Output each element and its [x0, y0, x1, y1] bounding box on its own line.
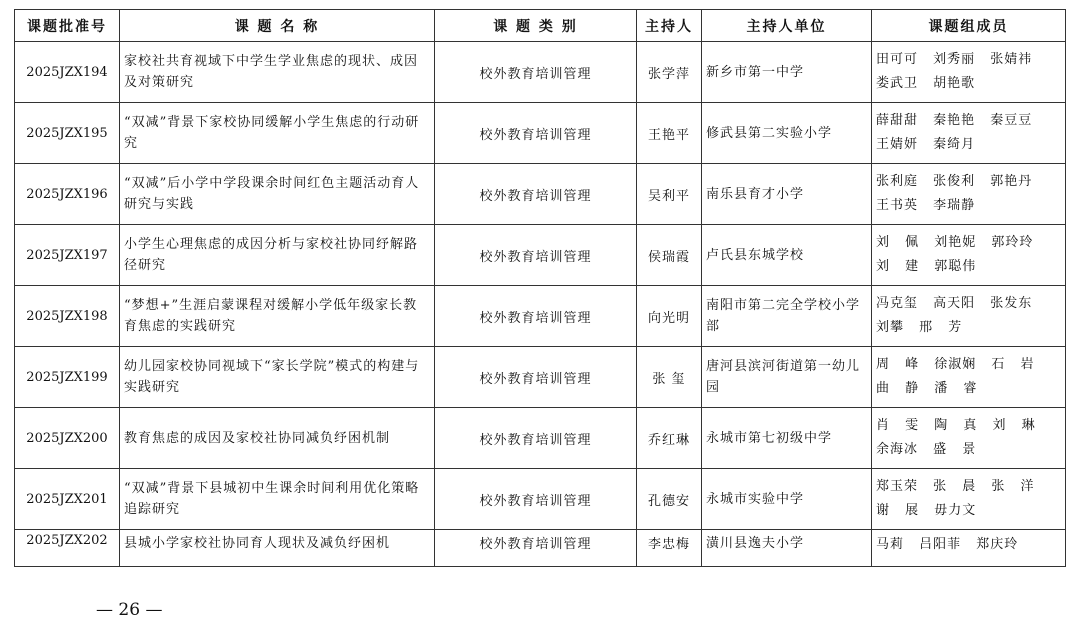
cell-title: “梦想+”生涯启蒙课程对缓解小学低年级家长教育焦虑的实践研究	[120, 286, 435, 347]
members-line: 冯克玺 高天阳 张发东	[876, 296, 1033, 311]
cell-members	[872, 469, 1066, 530]
members-line: 曲 静 潘 睿	[876, 381, 978, 396]
cell-unit: 永城市第七初级中学	[702, 408, 872, 469]
table-row	[15, 347, 1066, 408]
cell-id: 2025JZX194	[15, 42, 120, 103]
members-line: 谢 展 毋力文	[876, 503, 977, 518]
cell-type: 校外教育培训管理	[435, 347, 637, 408]
table-row	[15, 286, 1066, 347]
cell-type: 校外教育培训管理	[435, 42, 637, 103]
table-row	[15, 42, 1066, 103]
members-line: 娄武卫 胡艳歌	[876, 76, 976, 91]
cell-title: “双减”后小学中学段课余时间红色主题活动育人研究与实践	[120, 164, 435, 225]
cell-type: 校外教育培训管理	[435, 286, 637, 347]
cell-host: 张 玺	[637, 347, 702, 408]
table-row	[15, 225, 1066, 286]
cell-host: 孔德安	[637, 469, 702, 530]
cell-unit: 永城市实验中学	[702, 469, 872, 530]
cell-title: 教育焦虑的成因及家校社协同减负纾困机制	[120, 408, 435, 469]
cell-type: 校外教育培训管理	[435, 164, 637, 225]
cell-id: 2025JZX199	[15, 347, 120, 408]
header-members: 课题组成员	[872, 10, 1066, 42]
members-line: 肖 雯 陶 真 刘 琳	[876, 418, 1036, 433]
cell-type: 校外教育培训管理	[435, 103, 637, 164]
members-line: 刘攀 邢 芳	[876, 320, 963, 335]
cell-members	[872, 103, 1066, 164]
members-line: 郑玉荣 张 晨 张 洋	[876, 479, 1035, 494]
cell-members	[872, 286, 1066, 347]
project-table	[14, 9, 1066, 567]
cell-host: 吴利平	[637, 164, 702, 225]
members-line: 周 峰 徐淑娴 石 岩	[876, 357, 1035, 372]
cell-type: 校外教育培训管理	[435, 225, 637, 286]
header-title: 课 题 名 称	[120, 10, 435, 42]
cell-members	[872, 408, 1066, 469]
cell-title: “双减”背景下家校协同缓解小学生焦虑的行动研究	[120, 103, 435, 164]
cell-members	[872, 42, 1066, 103]
members-line: 王书英 李瑞静	[876, 198, 976, 213]
header-type: 课 题 类 别	[435, 10, 637, 42]
cell-title: 家校社共育视域下中学生学业焦虑的现状、成因及对策研究	[120, 42, 435, 103]
cell-title: 小学生心理焦虑的成因分析与家校社协同纾解路径研究	[120, 225, 435, 286]
header-host: 主持人	[637, 10, 702, 42]
table-row	[15, 469, 1066, 530]
members-line: 薛甜甜 秦艳艳 秦豆豆	[876, 113, 1033, 128]
members-line: 刘 建 郭聪伟	[876, 259, 977, 274]
cell-id: 2025JZX201	[15, 469, 120, 530]
cell-title: 幼儿园家校协同视域下“家长学院”模式的构建与实践研究	[120, 347, 435, 408]
cell-title: “双减”背景下县城初中生课余时间利用优化策略追踪研究	[120, 469, 435, 530]
cell-title: 县城小学家校社协同育人现状及减负纾困机	[120, 530, 435, 567]
table-row	[15, 164, 1066, 225]
cell-id: 2025JZX198	[15, 286, 120, 347]
cell-type: 校外教育培训管理	[435, 408, 637, 469]
cell-host: 向光明	[637, 286, 702, 347]
cell-host: 侯瑞霞	[637, 225, 702, 286]
cell-type: 校外教育培训管理	[435, 530, 637, 567]
cell-host: 乔红琳	[637, 408, 702, 469]
cell-members	[872, 164, 1066, 225]
table-row	[15, 530, 1066, 567]
cell-host: 张学萍	[637, 42, 702, 103]
header-row	[15, 10, 1066, 42]
table-row	[15, 103, 1066, 164]
table-row	[15, 408, 1066, 469]
header-unit: 主持人单位	[702, 10, 872, 42]
cell-unit: 南阳市第二完全学校小学部	[702, 286, 872, 347]
cell-members	[872, 530, 1066, 567]
members-line: 余海冰 盛 景	[876, 442, 977, 457]
cell-id: 2025JZX196	[15, 164, 120, 225]
cell-unit: 新乡市第一中学	[702, 42, 872, 103]
cell-unit: 南乐县育才小学	[702, 164, 872, 225]
cell-id: 2025JZX197	[15, 225, 120, 286]
members-line: 张利庭 张俊利 郭艳丹	[876, 174, 1033, 189]
cell-id: 2025JZX202	[15, 530, 120, 567]
cell-unit: 修武县第二实验小学	[702, 103, 872, 164]
page-number: — 26 —	[96, 600, 163, 620]
header-id: 课题批准号	[15, 10, 120, 42]
cell-unit: 潢川县逸夫小学	[702, 530, 872, 567]
members-line: 王婧妍 秦绮月	[876, 137, 976, 152]
cell-type: 校外教育培训管理	[435, 469, 637, 530]
cell-members	[872, 347, 1066, 408]
cell-host: 王艳平	[637, 103, 702, 164]
cell-id: 2025JZX195	[15, 103, 120, 164]
members-line: 马莉 吕阳菲 郑庆玲	[876, 537, 1019, 552]
cell-members	[872, 225, 1066, 286]
members-line: 刘 佩 刘艳妮 郭玲玲	[876, 235, 1034, 250]
members-line: 田可可 刘秀丽 张婧祎	[876, 52, 1033, 67]
cell-host: 李忠梅	[637, 530, 702, 567]
cell-id: 2025JZX200	[15, 408, 120, 469]
cell-unit: 卢氏县东城学校	[702, 225, 872, 286]
cell-unit: 唐河县滨河街道第一幼儿园	[702, 347, 872, 408]
